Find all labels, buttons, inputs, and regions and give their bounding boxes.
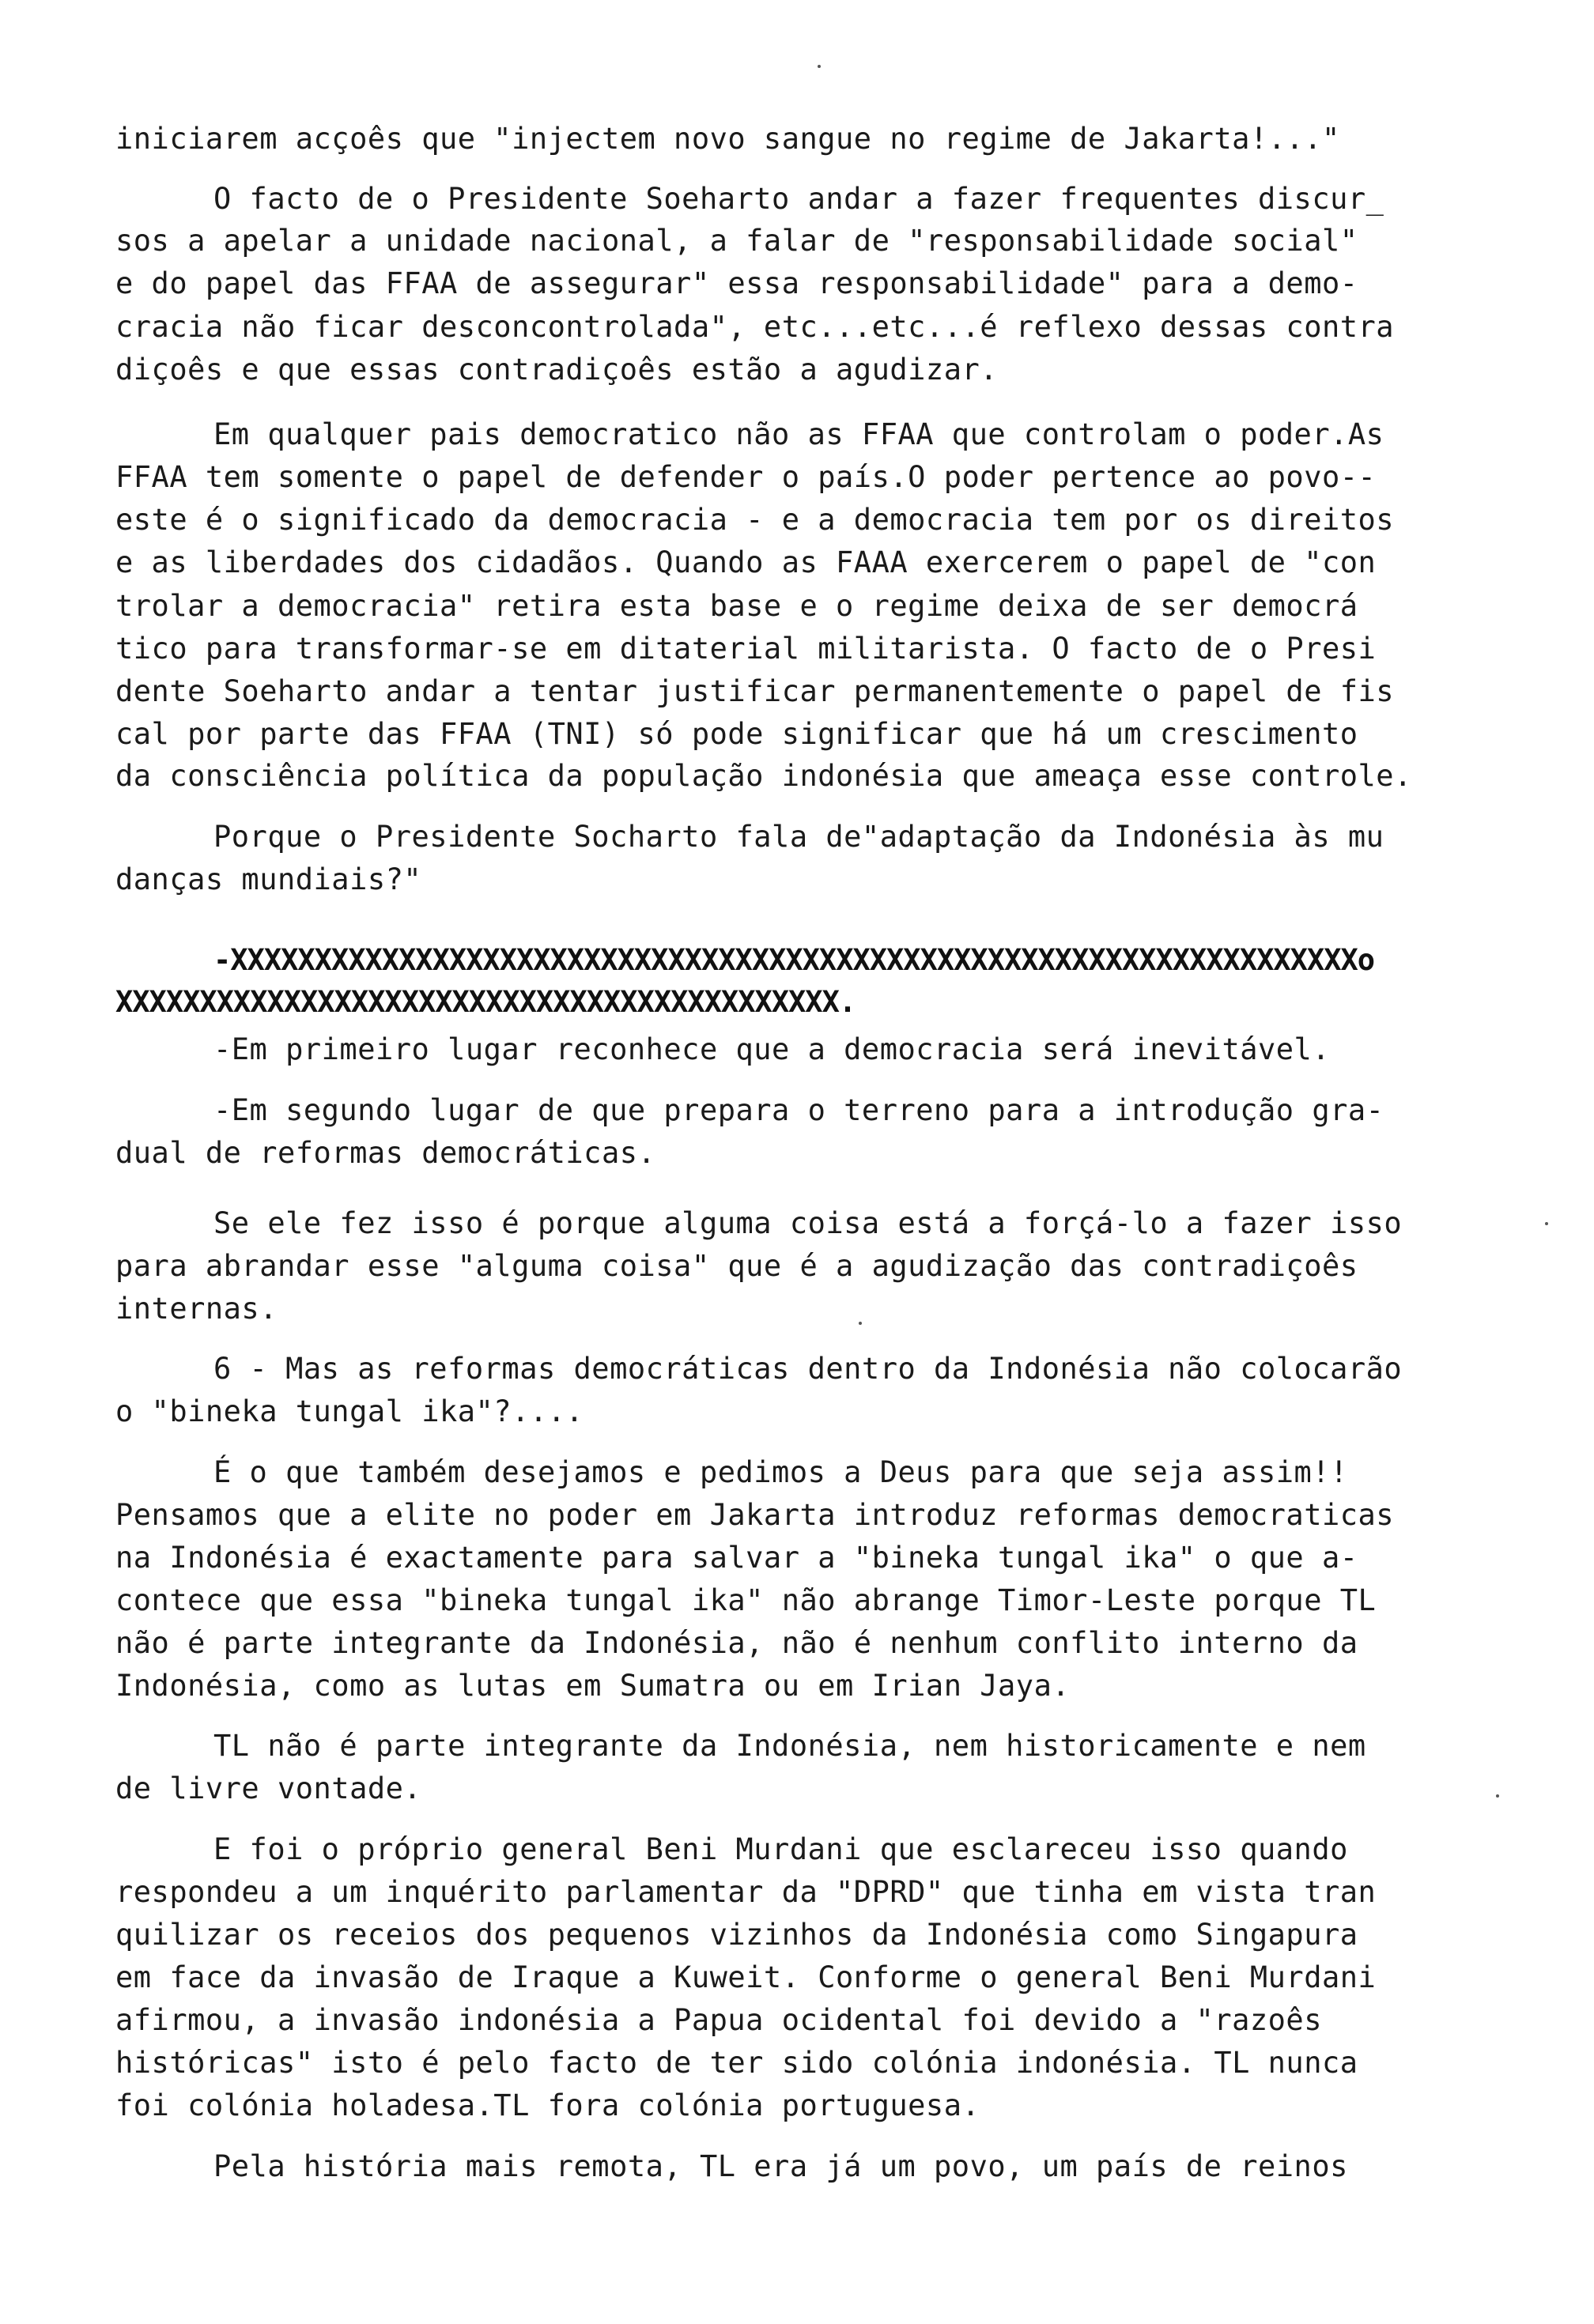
text-line: contece que essa "bineka tungal ika" não abrange Timor-Leste porque TL xyxy=(115,1583,1377,1617)
text-line: o "bineka tungal ika"?.... xyxy=(115,1394,584,1428)
text-line: em face da invasão de Iraque a Kuweit. Conforme o general Beni Murdani xyxy=(115,1960,1377,1994)
paper-speck xyxy=(818,65,821,68)
text-line: O facto de o Presidente Soeharto andar a fazer frequentes discur_ xyxy=(213,182,1384,216)
text-line: Porque o Presidente Socharto fala de"adaptação da Indonésia às mu xyxy=(213,820,1384,854)
text-line: Em qualquer pais democratico não as FFAA que controlam o poder.As xyxy=(213,417,1384,451)
text-line: -Em segundo lugar de que prepara o terreno para a introdução gra- xyxy=(213,1093,1384,1127)
text-line: 6 - Mas as reformas democráticas dentro da Indonésia não colocarão xyxy=(213,1352,1403,1386)
text-line: E foi o próprio general Beni Murdani que esclareceu isso quando xyxy=(213,1832,1348,1866)
paper-speck xyxy=(1545,1222,1548,1225)
text-line: afirmou, a invasão indonésia a Papua ocidental foi devido a "razoês xyxy=(115,2003,1322,2037)
text-line: de livre vontade. xyxy=(115,1771,422,1805)
text-line: sos a apelar a unidade nacional, a falar de "responsabilidade social" xyxy=(115,224,1358,258)
text-line: da consciência política da população indonésia que ameaça esse controle. xyxy=(115,759,1412,793)
struck-out-line: XXXXXXXXXXXXXXXXXXXXXXXXXXXXXXXXXXXXXXXXXXX. xyxy=(115,985,856,1019)
text-line: cracia não ficar desconcontrolada", etc...etc...é reflexo dessas contra xyxy=(115,310,1395,344)
text-line: para abrandar esse "alguma coisa" que é a agudização das contradiçoês xyxy=(115,1249,1358,1283)
text-line: trolar a democracia" retira esta base e o regime deixa de ser democrá xyxy=(115,589,1358,623)
paper-speck xyxy=(1496,1794,1499,1798)
text-line: Indonésia, como as lutas em Sumatra ou em Irian Jaya. xyxy=(115,1669,1071,1703)
text-line: respondeu a um inquérito parlamentar da "DPRD" que tinha em vista tran xyxy=(115,1875,1377,1909)
text-line: foi colónia holadesa.TL fora colónia portuguesa. xyxy=(115,2088,980,2122)
text-line: quilizar os receios dos pequenos vizinhos da Indonésia como Singapura xyxy=(115,1918,1358,1952)
text-line: TL não é parte integrante da Indonésia, nem historicamente e nem xyxy=(213,1729,1366,1763)
text-line: Pensamos que a elite no poder em Jakarta introduz reformas democraticas xyxy=(115,1498,1395,1532)
text-line: dente Soeharto andar a tentar justificar permanentemente o papel de fis xyxy=(115,674,1395,708)
text-line: diçoês e que essas contradiçoês estão a agudizar. xyxy=(115,353,999,387)
text-line: iniciarem acçoês que "injectem novo sangue no regime de Jakarta!..." xyxy=(115,122,1340,156)
text-line: este é o significado da democracia - e a democracia tem por os direitos xyxy=(115,503,1395,537)
text-line: internas. xyxy=(115,1292,278,1326)
text-line: não é parte integrante da Indonésia, não é nenhum conflito interno da xyxy=(115,1626,1358,1660)
text-line: FFAA tem somente o papel de defender o país.O poder pertence ao povo-- xyxy=(115,460,1377,494)
text-line: na Indonésia é exactamente para salvar a "bineka tungal ika" o que a- xyxy=(115,1541,1358,1575)
text-line: É o que também desejamos e pedimos a Deus para que seja assim!! xyxy=(213,1455,1348,1489)
text-line: e as liberdades dos cidadãos. Quando as FAAA exercerem o papel de "con xyxy=(115,545,1377,579)
text-line: Pela história mais remota, TL era já um povo, um país de reinos xyxy=(213,2149,1348,2183)
struck-out-line: -XXXXXXXXXXXXXXXXXXXXXXXXXXXXXXXXXXXXXXXXXXXXXXXXXXXXXXXXXXXXXXXXXXXo xyxy=(213,943,1375,977)
text-line: cal por parte das FFAA (TNI) só pode significar que há um crescimento xyxy=(115,717,1358,751)
text-line: -Em primeiro lugar reconhece que a democracia será inevitável. xyxy=(213,1032,1331,1066)
text-line: e do papel das FFAA de assegurar" essa responsabilidade" para a demo- xyxy=(115,266,1358,300)
text-line: Se ele fez isso é porque alguma coisa está a forçá-lo a fazer isso xyxy=(213,1206,1403,1240)
text-line: dual de reformas democráticas. xyxy=(115,1136,656,1170)
text-line: históricas" isto é pelo facto de ter sido colónia indonésia. TL nunca xyxy=(115,2046,1358,2080)
text-line: danças mundiais?" xyxy=(115,862,422,896)
text-line: tico para transformar-se em ditaterial militarista. O facto de o Presi xyxy=(115,632,1377,666)
paper-speck xyxy=(859,1322,862,1325)
